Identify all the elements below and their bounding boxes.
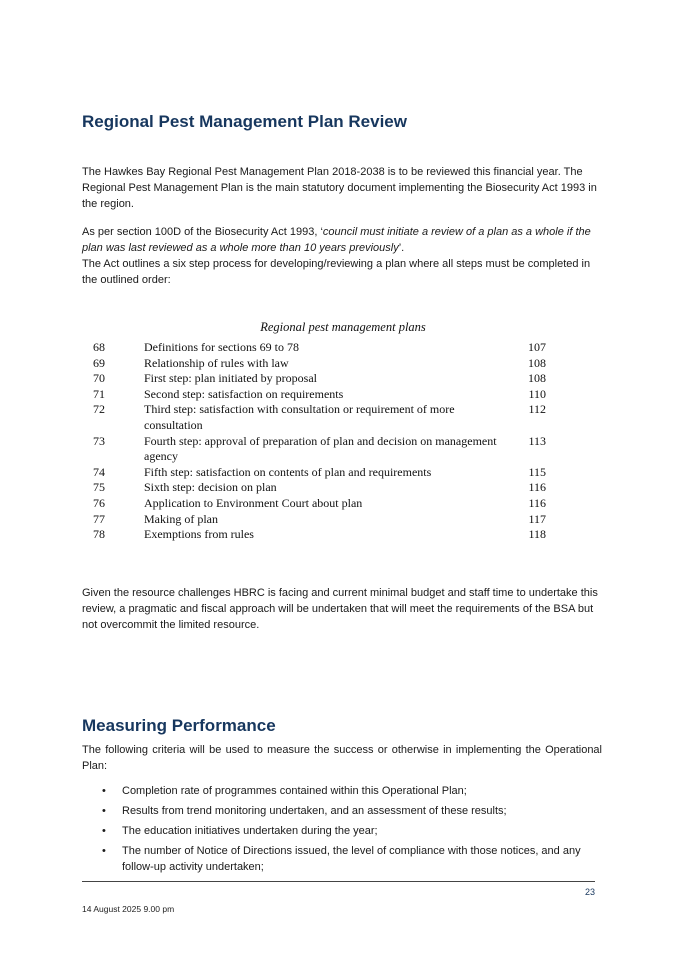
toc-page-number: 116 <box>528 480 546 495</box>
paragraph-criteria-intro: The following criteria will be used to measure the success or otherwise in implementing the Operational Plan: <box>82 744 602 772</box>
toc-page-number: 118 <box>528 527 546 542</box>
list-item <box>100 783 596 799</box>
toc-page-number: 107 <box>528 340 546 354</box>
toc-section-title: Exemptions from rules <box>144 527 254 542</box>
page-number: 23 <box>584 887 595 897</box>
section-100d-quote: council must initiate a review of a plan as a whole if the plan was last reviewed as a whole more than 10 years previously <box>82 226 591 254</box>
bullet-icon: • <box>102 825 106 837</box>
toc-row <box>93 387 553 403</box>
toc-section-title: Fifth step: satisfaction on contents of plan and requirements <box>144 464 432 479</box>
section-heading-measuring-performance: Measuring Performance <box>82 716 276 735</box>
toc-section-number: 71 <box>93 386 105 401</box>
toc-section-number: 68 <box>93 340 105 354</box>
toc-row <box>93 356 553 372</box>
criteria-list <box>100 783 596 879</box>
toc-row <box>93 496 553 512</box>
list-item <box>100 803 596 819</box>
toc-page-number: 108 <box>528 371 546 386</box>
toc-section-number: 78 <box>93 527 105 542</box>
toc-section-title: Fourth step: approval of preparation of plan and decision on management agency <box>144 433 497 464</box>
toc-section-title: First step: plan initiated by proposal <box>144 371 317 386</box>
toc-section-number: 69 <box>93 355 105 370</box>
toc-section-number: 75 <box>93 480 105 495</box>
toc-row <box>93 527 553 543</box>
footer-date: 14 August 2025 9.00 pm <box>82 904 175 914</box>
bullet-icon: • <box>102 805 106 817</box>
paragraph-resource-challenges: Given the resource challenges HBRC is facing and current minimal budget and staff time to undertake this review, a pragmatic and fiscal approach will be undertaken that will meet the requirements of the BSA but not overcommit the limited resource. <box>82 587 598 631</box>
paragraph-section-100d <box>82 224 602 288</box>
list-item-text: Completion rate of programmes contained within this Operational Plan; <box>122 785 467 797</box>
toc-page-number: 108 <box>528 355 546 370</box>
toc-title: Regional pest management plans <box>260 320 426 334</box>
legislation-contents-excerpt <box>93 320 553 543</box>
list-item-text: The education initiatives undertaken during the year; <box>122 825 378 837</box>
paragraph-six-step-process: The Act outlines a six step process for developing/reviewing a plan where all steps must be completed in the outlined order: <box>82 258 591 286</box>
toc-section-title: Making of plan <box>144 511 218 526</box>
bullet-icon: • <box>102 845 106 857</box>
toc-section-number: 72 <box>93 402 105 417</box>
toc-section-title: Application to Environment Court about plan <box>144 495 363 510</box>
toc-section-title: Relationship of rules with law <box>144 355 289 370</box>
toc-row <box>93 465 553 481</box>
list-item-text: The number of Notice of Directions issued, the level of compliance with those notices, and any follow-up activity undertaken; <box>122 845 581 873</box>
section-heading-rpmp-review: Regional Pest Management Plan Review <box>82 112 407 131</box>
toc-section-title: Sixth step: decision on plan <box>144 480 277 495</box>
paragraph-plan-review-intro: The Hawkes Bay Regional Pest Management Plan 2018-2038 is to be reviewed this financial year. The Regional Pest Management Plan is the main statutory document implementing the Biosecurity Act 1993 in the region. <box>82 166 597 210</box>
toc-page-number: 112 <box>528 402 546 417</box>
toc-section-title: Third step: satisfaction with consultation or requirement of more consultation <box>144 402 455 432</box>
toc-page-number: 110 <box>528 386 546 401</box>
bullet-icon: • <box>102 785 106 797</box>
toc-row <box>93 340 553 356</box>
footer-divider <box>82 881 595 882</box>
list-item-text: Results from trend monitoring undertaken, and an assessment of these results; <box>122 805 507 817</box>
toc-row <box>93 512 553 528</box>
section-100d-prefix: As per section 100D of the Biosecurity Act 1993, ‘ <box>82 226 323 238</box>
section-100d-suffix: ’. <box>398 242 405 254</box>
toc-page-number: 117 <box>528 511 546 526</box>
toc-section-number: 74 <box>93 464 105 479</box>
toc-page-number: 116 <box>528 495 546 510</box>
toc-page-number: 115 <box>528 464 546 479</box>
toc-page-number: 113 <box>528 433 546 448</box>
toc-section-number: 77 <box>93 511 105 526</box>
toc-rows <box>93 340 553 543</box>
toc-row <box>93 480 553 496</box>
list-item <box>100 843 596 875</box>
toc-section-number: 76 <box>93 495 105 510</box>
toc-section-title: Definitions for sections 69 to 78 <box>144 340 299 354</box>
list-item <box>100 823 596 839</box>
toc-section-title: Second step: satisfaction on requirements <box>144 386 344 401</box>
toc-section-number: 73 <box>93 433 105 448</box>
toc-section-number: 70 <box>93 371 105 386</box>
toc-row <box>93 371 553 387</box>
toc-row <box>93 402 553 433</box>
toc-row <box>93 434 553 465</box>
